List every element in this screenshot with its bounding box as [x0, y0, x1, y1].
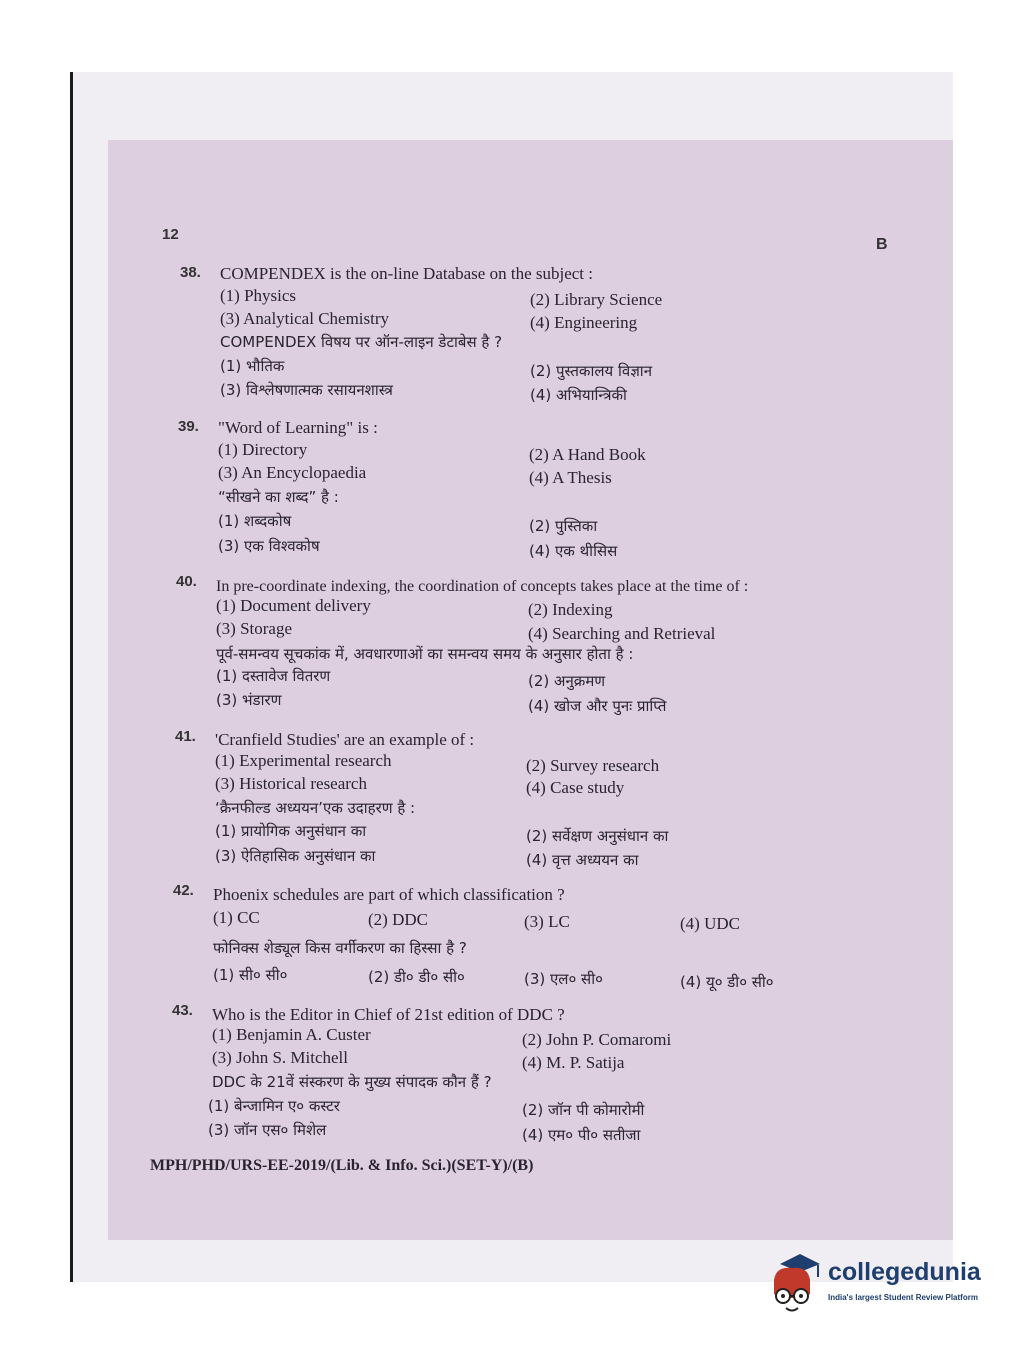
question-text-en: Phoenix schedules are part of which classification ?: [213, 885, 565, 904]
option-en: (2) DDC: [368, 910, 428, 929]
option-hi: (1) प्रायोगिक अनुसंधान का: [215, 822, 367, 840]
option-en: (4) M. P. Satija: [522, 1053, 625, 1072]
question-number: 40.: [176, 573, 197, 590]
option-en: (4) Searching and Retrieval: [528, 624, 716, 643]
question-number: 38.: [180, 264, 201, 281]
option-en: (1) Benjamin A. Custer: [212, 1025, 371, 1044]
option-en: (1) Physics: [220, 286, 297, 305]
question-number: 42.: [173, 882, 194, 899]
question-text-hi: पूर्व-समन्वय सूचकांक में, अवधारणाओं का समन्वय समय के अनुसार होता है :: [216, 645, 634, 663]
option-hi: (3) ऐतिहासिक अनुसंधान का: [215, 847, 376, 865]
option-en: (1) Directory: [218, 440, 308, 459]
option-hi: (2) सर्वेक्षण अनुसंधान का: [526, 827, 669, 845]
option-en: (3) Analytical Chemistry: [220, 309, 390, 328]
option-en: (3) LC: [524, 912, 570, 931]
option-hi: (1) सी० सी०: [213, 966, 288, 984]
option-en: (1) CC: [213, 908, 260, 927]
option-hi: (4) यू० डी० सी०: [680, 973, 774, 991]
option-hi: (3) एक विश्वकोष: [218, 537, 320, 555]
paper-code-footer: MPH/PHD/URS-EE-2019/(Lib. & Info. Sci.)(SET-Y)/(B): [150, 1157, 534, 1174]
option-hi: (2) डी० डी० सी०: [368, 968, 465, 986]
option-hi: (1) भौतिक: [220, 357, 285, 375]
option-en: (4) UDC: [680, 914, 740, 933]
option-hi: (1) दस्तावेज वितरण: [216, 667, 331, 685]
option-en: (2) Library Science: [530, 290, 663, 309]
question-number: 39.: [178, 418, 199, 435]
option-hi: (4) एक थीसिस: [529, 542, 618, 560]
option-en: (2) John P. Comaromi: [522, 1030, 672, 1049]
option-hi: (4) एम० पी० सतीजा: [522, 1126, 641, 1144]
mascot-icon: [766, 1250, 826, 1316]
question-text-en: Who is the Editor in Chief of 21st edition of DDC ?: [212, 1005, 565, 1024]
question-text-hi: DDC के 21वें संस्करण के मुख्य संपादक कौन हैं ?: [212, 1073, 492, 1091]
option-en: (2) Indexing: [528, 600, 613, 619]
question-text-en: "Word of Learning" is :: [218, 418, 378, 437]
option-hi: (2) जॉन पी कोमारोमी: [522, 1101, 645, 1119]
option-en: (3) Storage: [216, 619, 293, 638]
brand-name: collegedunia: [828, 1258, 981, 1286]
question-text-hi: ‘क्रैनफील्ड अध्ययन’एक उदाहरण है :: [215, 799, 416, 817]
option-hi: (1) शब्दकोष: [218, 512, 292, 530]
option-en: (2) A Hand Book: [529, 445, 646, 464]
option-hi: (2) अनुक्रमण: [528, 672, 606, 690]
question-number: 41.: [175, 728, 196, 745]
option-en: (3) Historical research: [215, 774, 367, 793]
collegedunia-watermark: [766, 1250, 996, 1320]
option-en: (1) Experimental research: [215, 751, 392, 770]
set-letter: B: [876, 236, 888, 253]
option-hi: (3) जॉन एस० मिशेल: [208, 1121, 327, 1139]
option-hi: (1) बेन्जामिन ए० कस्टर: [208, 1097, 340, 1115]
option-en: (1) Document delivery: [216, 596, 371, 615]
option-hi: (4) खोज और पुनः प्राप्ति: [528, 697, 667, 715]
option-en: (4) Case study: [526, 778, 625, 797]
option-hi: (4) वृत्त अध्ययन का: [526, 851, 639, 869]
option-hi: (2) पुस्तिका: [529, 517, 598, 535]
option-en: (3) John S. Mitchell: [212, 1048, 348, 1067]
question-text-en: COMPENDEX is the on-line Database on the subject :: [220, 264, 593, 283]
brand-tagline: India's largest Student Review Platform: [828, 1293, 978, 1302]
question-text-en: In pre-coordinate indexing, the coordination of concepts takes place at the time of :: [216, 578, 749, 595]
option-hi: (3) एल० सी०: [524, 970, 603, 988]
page-number: 12: [162, 226, 179, 243]
question-number: 43.: [172, 1002, 193, 1019]
option-en: (4) Engineering: [530, 313, 638, 332]
option-hi: (2) पुस्तकालय विज्ञान: [530, 362, 653, 380]
question-text-hi: “सीखने का शब्द” है :: [218, 488, 339, 506]
option-en: (2) Survey research: [526, 756, 660, 775]
option-en: (4) A Thesis: [529, 468, 612, 487]
option-en: (3) An Encyclopaedia: [218, 463, 367, 482]
question-text-en: 'Cranfield Studies' are an example of :: [215, 730, 475, 749]
option-hi: (3) भंडारण: [216, 691, 282, 709]
question-text-hi: COMPENDEX विषय पर ऑन-लाइन डेटाबेस है ?: [220, 333, 503, 351]
option-hi: (4) अभियान्त्रिकी: [530, 386, 627, 404]
option-hi: (3) विश्लेषणात्मक रसायनशास्त्र: [220, 381, 393, 399]
question-text-hi: फोनिक्स शेड्यूल किस वर्गीकरण का हिस्सा है ?: [213, 939, 467, 957]
